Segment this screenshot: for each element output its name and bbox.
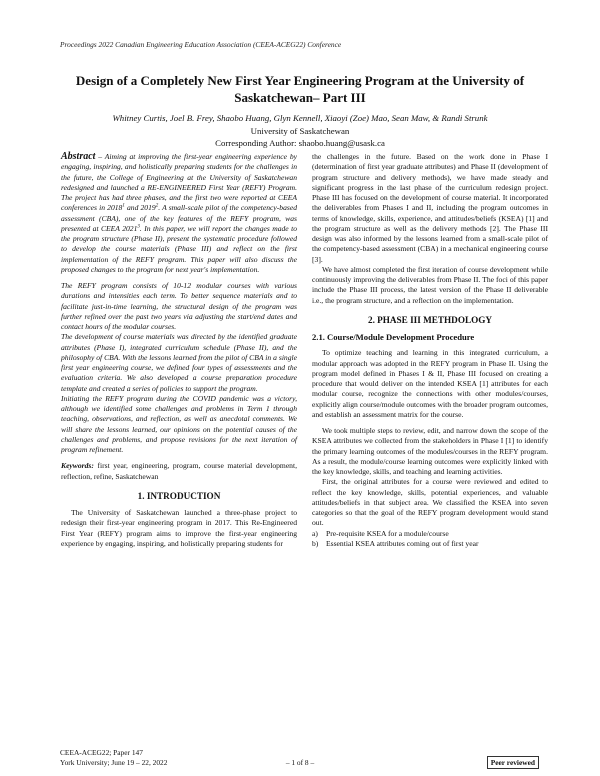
- footer: [60, 748, 167, 768]
- abstract-text: and 2019: [124, 203, 156, 213]
- list-text: Essential KSEA attributes coming out of first year: [326, 538, 479, 548]
- body-paragraph: We have almost completed the first iteration of course development while continuously improving the deliverables from Phase II. The foci of this paper include the Phase III process, the latest version of the Phase II deliverable i.e., the program structure, and a reflection on the implementation.: [312, 264, 548, 305]
- footer-venue: York University; June 19 – 22, 2022: [60, 758, 168, 767]
- citation-sup: 2: [155, 203, 159, 209]
- affiliation: University of Saskatchewan: [250, 126, 350, 136]
- abstract-paragraph: The REFY program consists of 10-12 modular courses with various durations and intensities each term. To better sequence materials and to facilitate just-in-time learning, the structural design of the program was further refined over the past two years via adjusting the start/end dates and contact hours of the modular courses.: [61, 281, 297, 331]
- citation-sup: 3: [137, 224, 140, 230]
- keywords: [61, 461, 297, 482]
- list-item: [312, 529, 548, 539]
- footer-paper-id: CEEA-ACEG22; Paper 147: [60, 748, 143, 757]
- abstract-text: – Aiming at improving the first-year engineering experience by engaging, inspiring, and holistically preparing students for the challenges in the future, the College of Engineering at the University of Saskatchewan redesigned and launched a RE-ENGINEERED First Year (REFY) Program. The project has had three phases, and the first two were reported at CEEA conferences in 2018: [61, 152, 297, 213]
- list-marker: b): [312, 538, 319, 548]
- body-paragraph: the challenges in the future. Based on the work done in Phase I (determination of first year graduate attributes) and Phase II (development of program structure and delivery methods), we have made steady and significant progress in the last phase of the curriculum redesign project. Phase III has focused on the development of course material. It incorporated the deliverables from Phases I and II, including the program outcomes in terms of knowledge, skills, experience, and attitudes/beliefs (KSEA) [1] and the program structure as well as the delivery methods [2]. The Phase III design was also informed by the lessons learned from a small-scale pilot of the competency-based assessment (CBA) in a mechanical engineering course [3].: [312, 152, 548, 264]
- abstract-paragraph: Initiating the REFY program during the COVID pandemic was a victory, although we identified some challenges and problems in Term 1 through teaching, observations, and reflection, as well as anecdotal comments. We will share the lessons learned, our opinions on the potential causes of the challenges and problems, and propose revisions for the next iteration of program refinement.: [61, 393, 297, 454]
- proceedings-header: Proceedings 2022 Canadian Engineering Education Association (CEEA-ACEG22) Conference: [60, 40, 342, 49]
- title-line-2: Saskatchewan– Part III: [234, 90, 366, 105]
- keywords-text: first year, engineering, program, course material development, reflection, refine, Saskatchewan: [61, 461, 297, 481]
- citation-sup: 1: [122, 203, 125, 209]
- abstract-paragraph: [61, 152, 297, 275]
- title-line-1: Design of a Completely New First Year Engineering Program at the University of: [75, 73, 525, 88]
- list-text: Pre-requisite KSEA for a module/course: [326, 528, 449, 538]
- subsection-heading: 2.1. Course/Module Development Procedure: [312, 332, 475, 342]
- keywords-heading: Keywords:: [61, 461, 94, 471]
- body-paragraph: The University of Saskatchewan launched a three-phase project to redesign their first-year engineering program in 2017. This Re-Engineered First Year (REFY) program aims to improve the first-year engineering experience by engaging, inspiring, and holistically preparing students for: [61, 508, 297, 548]
- body-paragraph: First, the original attributes for a course were reviewed and edited to reflect the key knowledge, skills, potential experiences, and valuable attitudes/beliefs in that subject area. We classified the KSEA into seven categories so that the goal of the REFY program development would stand out.: [312, 477, 548, 528]
- left-column: [61, 152, 297, 549]
- body-paragraph: To optimize teaching and learning in this integrated curriculum, a modular approach was adopted in the REFY program in Phase II. Using the program model defined in Phases I & II, Phase III focused on creating a procedure that would deliver on the intended KSEA [1] attributes for each modular course, recognize the connections with other modules/courses, explicitly align course/module outcomes with the broader program outcomes, and establish an assessment matrix for the course.: [312, 348, 548, 419]
- abstract-paragraph: The development of course materials was directed by the identified graduate attributes (Phase I), integrated curriculum schedule (Phase II), and the philosophy of CBA. With the lessons learned from the pilot of CBA in a single first year engineering course, we defined four types of assessments and the evaluation criteria. We also developed a course preparation procedure template and created a series of policies to support the program.: [61, 332, 297, 393]
- authors: Whitney Curtis, Joel B. Frey, Shaobo Huang, Glyn Kennell, Xiaoyi (Zoe) Mao, Sean Maw, & Randi Strunk: [112, 113, 488, 123]
- section-heading: 2. PHASE III METHDOLOGY: [367, 314, 493, 325]
- paper-title: [40, 72, 560, 106]
- peer-reviewed-badge: Peer reviewed: [487, 756, 539, 769]
- corresponding-author: Corresponding Author: shaobo.huang@usask.ca: [215, 138, 385, 148]
- section-heading: 1. INTRODUCTION: [137, 490, 221, 501]
- abstract-heading: Abstract: [61, 151, 96, 162]
- page-number: – 1 of 8 –: [285, 758, 315, 767]
- right-column: [312, 152, 548, 549]
- body-paragraph: We took multiple steps to review, edit, and narrow down the scope of the KSEA attributes we collected from the stakeholders in Phase I [1] to identify the primary learning outcomes of the modules/courses in the REFY program. As a result, the module/course learning outcomes were explicitly linked with the key knowledge, skills, and teaching and learning activities.: [312, 426, 548, 476]
- list-marker: a): [312, 528, 318, 538]
- abstract-text: . A small-scale pilot of the competency-based assessment (CBA), one of the key features of the REFY program, was presented at CEEA 2021: [61, 203, 298, 233]
- list-item: [312, 539, 548, 549]
- abstract-text: . In this paper, we will report the changes made to the program structure (Phase II), present the systematic procedure followed to develop the course materials (Phase III) and reflect on the first implementation of the REFY program. This paper will also discuss the proposed changes to the program for next year's implementation.: [61, 223, 297, 274]
